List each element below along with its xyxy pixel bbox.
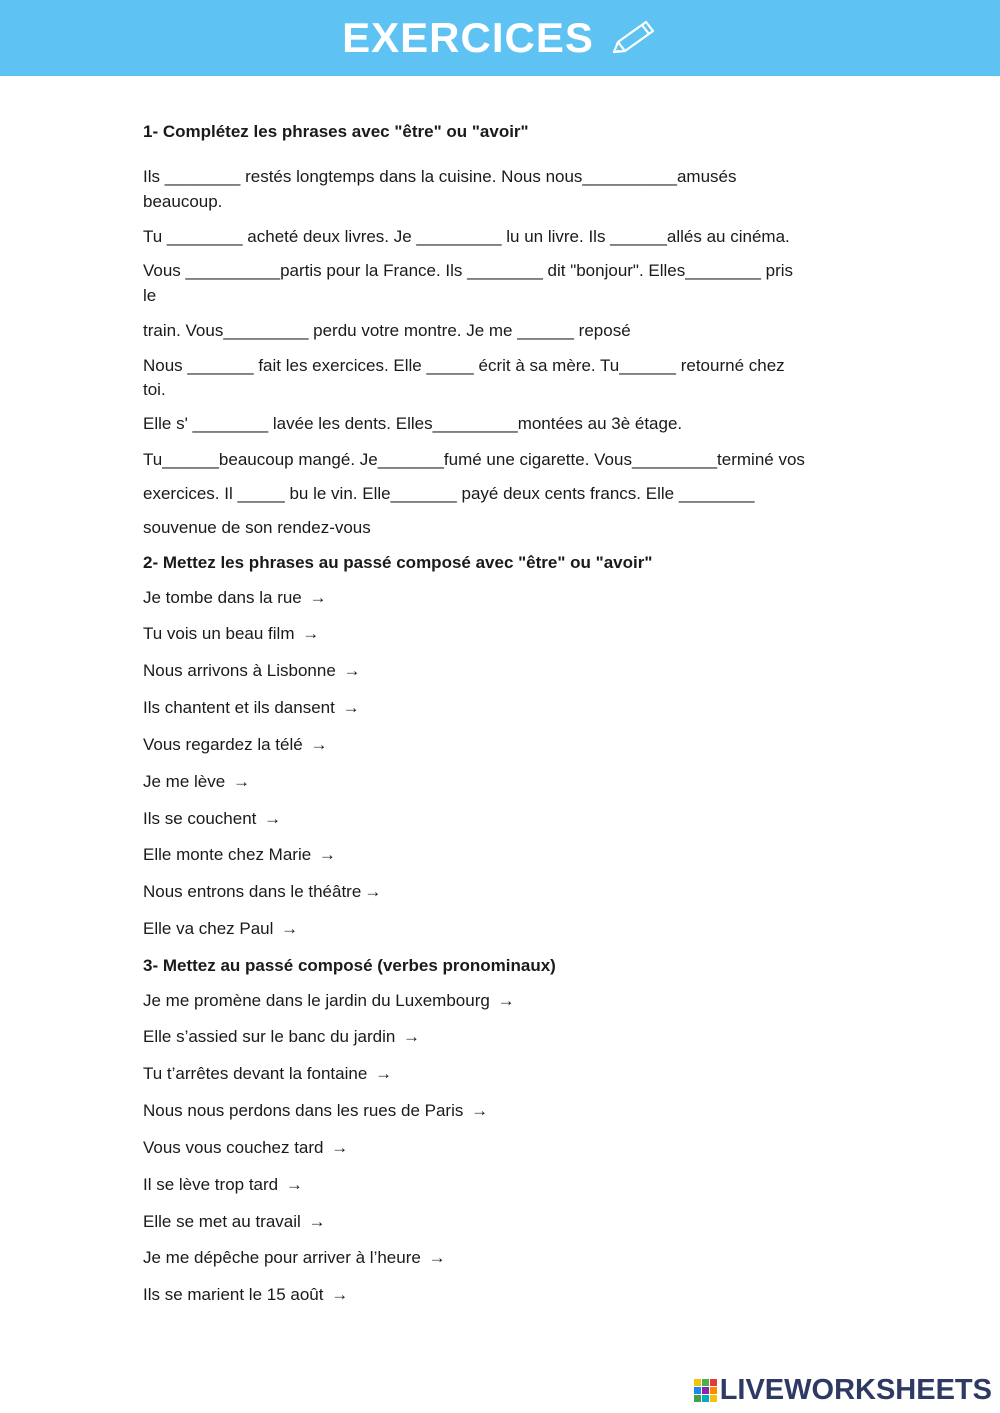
list-item — [143, 1098, 863, 1123]
item-text: Nous arrivons à Lisbonne — [143, 661, 336, 680]
arrow-right-icon: → — [281, 919, 299, 938]
liveworksheets-logo-icon — [694, 1379, 718, 1403]
exercise-line: beaucoup. — [143, 192, 223, 211]
arrow-right-icon: → — [310, 735, 328, 754]
list-item — [143, 1024, 863, 1049]
section3-heading: 3- Mettez au passé composé (verbes pronominaux) — [143, 956, 556, 975]
arrow-right-icon: → — [331, 1285, 349, 1304]
list-item — [143, 1245, 863, 1270]
arrow-right-icon: → — [497, 991, 515, 1010]
item-text: Tu vois un beau film — [143, 624, 295, 643]
item-text: Nous nous perdons dans les rues de Paris — [143, 1101, 464, 1120]
arrow-right-icon: → — [318, 845, 336, 864]
arrow-right-icon: → — [364, 882, 382, 901]
title-banner — [0, 0, 1000, 76]
arrow-right-icon: → — [342, 698, 360, 717]
arrow-right-icon: → — [428, 1248, 446, 1267]
liveworksheets-logo — [694, 1374, 992, 1407]
list-item — [143, 621, 863, 646]
item-text: Elle monte chez Marie — [143, 845, 312, 864]
list-item — [143, 732, 863, 757]
exercise-line: toi. — [143, 380, 166, 399]
exercise-line: Vous __________partis pour la France. Ils ________ dit "bonjour". Elles________ pris — [143, 261, 794, 280]
item-text: Vous regardez la télé — [143, 735, 303, 754]
item-text: Tu t’arrêtes devant la fontaine — [143, 1064, 368, 1083]
arrow-right-icon: → — [471, 1101, 489, 1120]
list-item — [143, 769, 863, 794]
page-title: EXERCICES — [342, 14, 594, 61]
exercise-line: train. Vous_________ perdu votre montre. Je me ______ reposé — [143, 321, 631, 340]
item-text: Elle se met au travail — [143, 1212, 301, 1231]
list-item — [143, 1061, 863, 1086]
list-item — [143, 1282, 863, 1307]
list-item — [143, 879, 863, 904]
arrow-right-icon: → — [375, 1064, 393, 1083]
list-item — [143, 842, 863, 867]
item-text: Je me promène dans le jardin du Luxembourg — [143, 991, 490, 1010]
exercise-line: Nous _______ fait les exercices. Elle _____ écrit à sa mère. Tu______ retourné chez — [143, 356, 785, 375]
item-text: Il se lève trop tard — [143, 1175, 279, 1194]
exercise-line: Elle s' ________ lavée les dents. Elles_________montées au 3è étage. — [143, 414, 683, 433]
item-text: Vous vous couchez tard — [143, 1138, 324, 1157]
arrow-right-icon: → — [403, 1027, 421, 1046]
logo-text: LIVEWORKSHEETS — [719, 1374, 992, 1406]
list-item — [143, 1209, 863, 1234]
arrow-right-icon: → — [232, 772, 250, 791]
list-item — [143, 695, 863, 720]
arrow-right-icon: → — [343, 661, 361, 680]
exercise-line: le — [143, 286, 157, 305]
list-item — [143, 585, 863, 610]
list-item — [143, 658, 863, 683]
arrow-right-icon: → — [285, 1175, 303, 1194]
arrow-right-icon: → — [264, 809, 282, 828]
exercise-line: Ils ________ restés longtemps dans la cuisine. Nous nous__________amusés — [143, 167, 737, 186]
list-item — [143, 806, 863, 831]
exercise-line: souvenue de son rendez-vous — [143, 518, 371, 537]
list-item — [143, 988, 863, 1013]
item-text: Nous entrons dans le théâtre — [143, 882, 362, 901]
list-item — [143, 1172, 863, 1197]
arrow-right-icon: → — [302, 624, 320, 643]
item-text: Ils se couchent — [143, 809, 257, 828]
item-text: Elle va chez Paul — [143, 919, 274, 938]
pencil-icon — [608, 18, 658, 58]
list-item — [143, 1135, 863, 1160]
item-text: Ils chantent et ils dansent — [143, 698, 335, 717]
list-item — [143, 916, 863, 941]
item-text: Ils se marient le 15 août — [143, 1285, 324, 1304]
item-text: Elle s’assied sur le banc du jardin — [143, 1027, 396, 1046]
item-text: Je tombe dans la rue — [143, 588, 302, 607]
exercise-line: Tu______beaucoup mangé. Je_______fumé une cigarette. Vous_________terminé vos — [143, 450, 805, 469]
arrow-right-icon: → — [308, 1212, 326, 1231]
exercise-line: exercices. Il _____ bu le vin. Elle_______ payé deux cents francs. Elle ________ — [143, 484, 755, 503]
item-text: Je me lève — [143, 772, 226, 791]
arrow-right-icon: → — [309, 588, 327, 607]
exercise-line: Tu ________ acheté deux livres. Je _________ lu un livre. Ils ______allés au cinéma. — [143, 227, 790, 246]
arrow-right-icon: → — [331, 1138, 349, 1157]
section2-heading: 2- Mettez les phrases au passé composé avec "être" ou "avoir" — [143, 553, 653, 572]
item-text: Je me dépêche pour arriver à l’heure — [143, 1248, 421, 1267]
section1-heading: 1- Complétez les phrases avec "être" ou "avoir" — [143, 122, 529, 141]
